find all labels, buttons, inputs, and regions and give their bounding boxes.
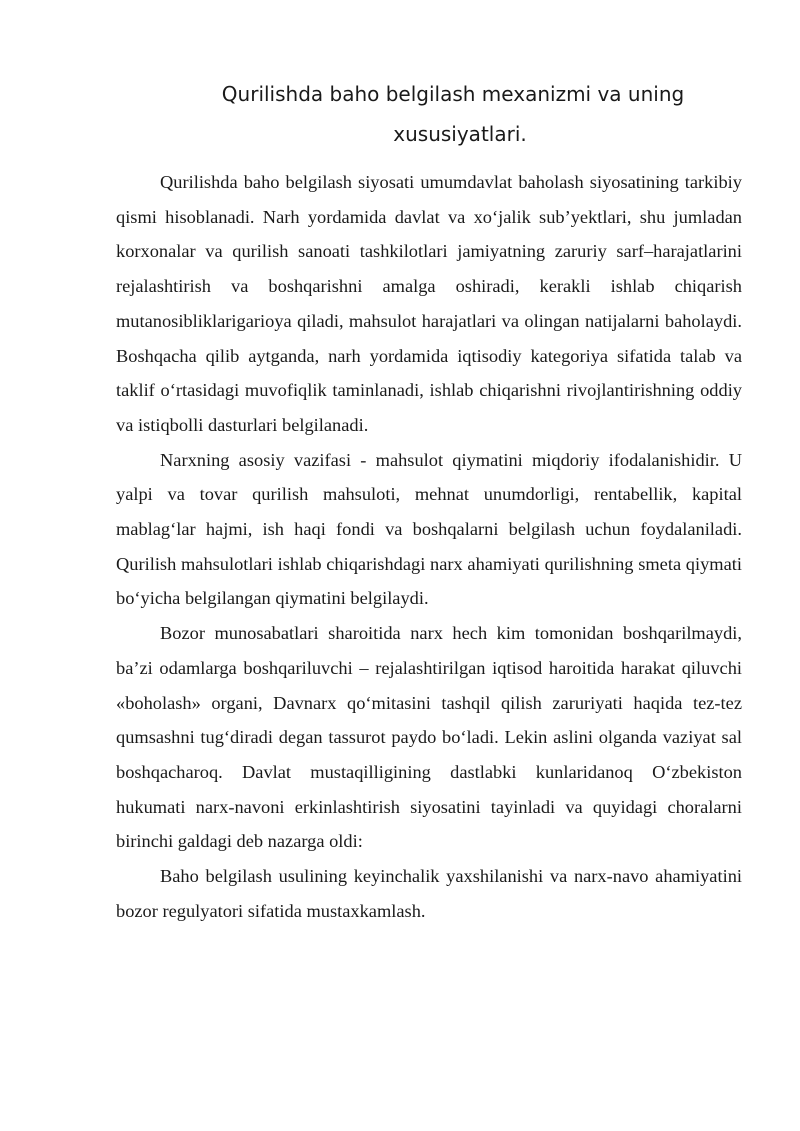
- paragraph-4: Baho belgilash usulining keyinchalik yaxshilanishi va narx-navo ahamiyatini bozor regulyatori sifatida mustaxkamlash.: [116, 866, 742, 921]
- document-body: [116, 165, 742, 928]
- paragraph-1: Qurilishda baho belgilash siyosati umumdavlat baholash siyosatining tarkibiy qismi hisoblanadi. Narh yordamida davlat va xo‘jalik sub’yektlari, shu jumladan korxonalar va qurilish sanoati tashkilotlari jamiyatning zaruriy sarf–harajatlarini rejalashtirish va boshqarishni amalga oshiradi, kerakli ishlab chiqarish mutanosibliklarigarioya qiladi, mahsulot harajatlari va olingan natijalarni baholaydi. Boshqacha qilib aytganda, narh yordamida iqtisodiy kategoriya sifatida talab va taklif o‘rtasidagi muvofiqlik taminlanadi, ishlab chiqarishni rivojlantirishning oddiy va istiqbolli dasturlari belgilanadi.: [116, 172, 742, 435]
- paragraph-3: Bozor munosabatlari sharoitida narx hech kim tomonidan boshqarilmaydi, ba’zi odamlarga boshqariluvchi – rejalashtirilgan iqtisod haroitida harakat qiluvchi «boholash» organi, Davnarx qo‘mitasini tashqil qilish zaruriyati haqida tez-tez qumsashni tug‘diradi degan tassurot paydo bo‘ladi. Lekin aslini olganda vaziyat sal boshqacharoq. Davlat mustaqilligining dastlabki kunlaridanoq O‘zbekiston hukumati narx-navoni erkinlashtirish siyosatini tayinladi va quyidagi choralarni birinchi galdagi deb nazarga oldi:: [116, 623, 742, 852]
- document-title-line-1: Qurilishda baho belgilash mexanizmi va uning: [221, 82, 685, 106]
- paragraph-2: Narxning asosiy vazifasi - mahsulot qiymatini miqdoriy ifodalanishidir. U yalpi va tovar qurilish mahsuloti, mehnat unumdorligi, rentabellik, kapital mablag‘lar hajmi, ish haqi fondi va boshqalarni belgilash uchun foydalaniladi. Qurilish mahsulotlari ishlab chiqarishdagi narx ahamiyati qurilishning smeta qiymati bo‘yicha belgilangan qiymatini belgilaydi.: [116, 449, 742, 609]
- document-title-line-2: xususiyatlari.: [393, 122, 527, 146]
